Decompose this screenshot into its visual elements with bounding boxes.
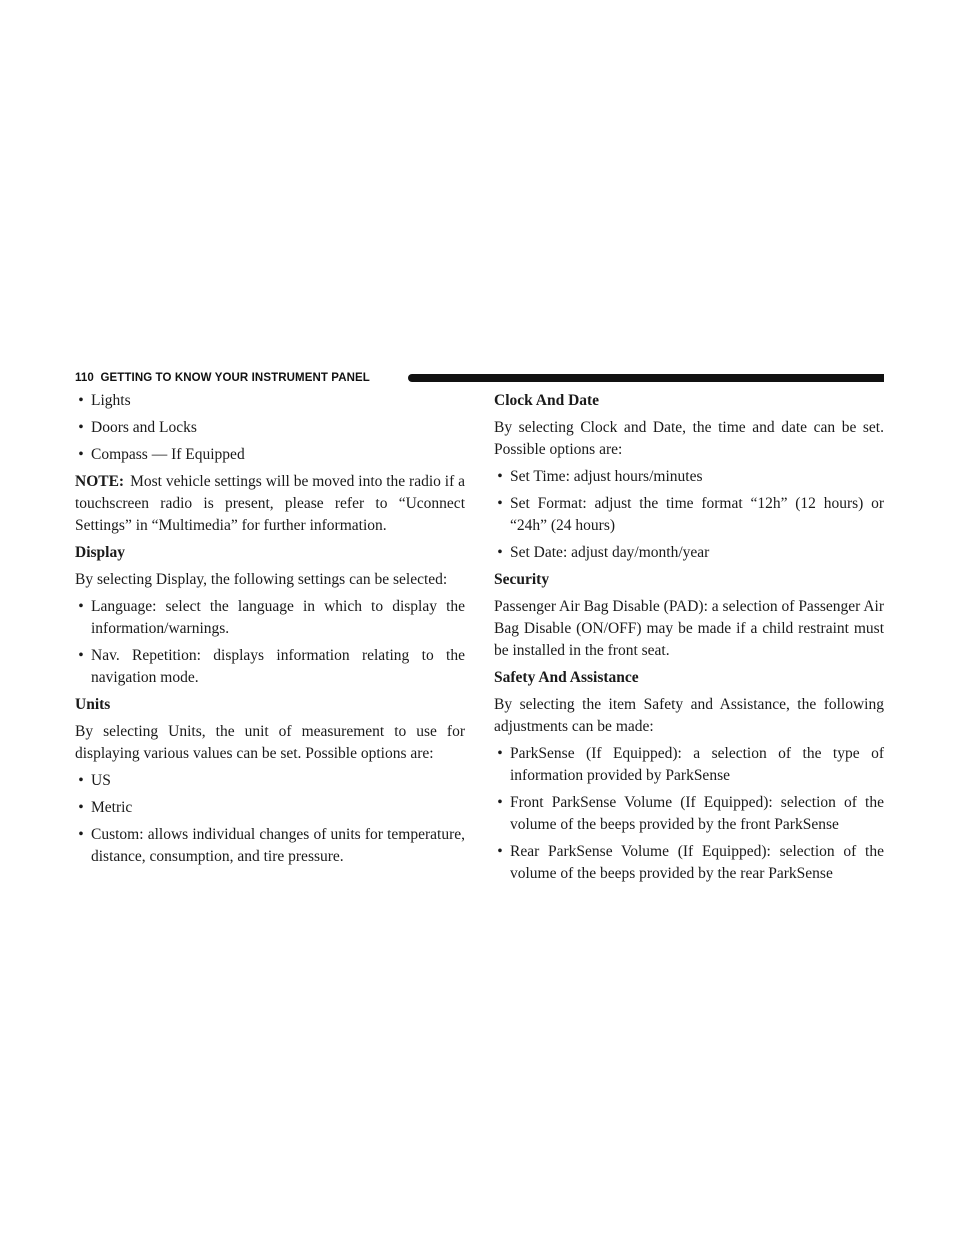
display-heading: Display: [75, 544, 125, 561]
security-text: Passenger Air Bag Disable (PAD): a selection of Passenger Air Bag Disable (ON/OFF) may be made if a child restraint must be installed in the front seat.: [494, 598, 884, 659]
note-paragraph: [75, 471, 465, 537]
section-title: GETTING TO KNOW YOUR INSTRUMENT PANEL: [100, 372, 370, 384]
list-item: • Custom: allows individual changes of units for temperature, distance, consumption, and tire pressure.: [75, 824, 465, 868]
bullet-icon: •: [78, 446, 84, 463]
safety-intro: By selecting the item Safety and Assistance, the following adjustments can be made:: [494, 696, 884, 735]
list-item: • Metric: [75, 797, 465, 819]
bullet-icon: •: [497, 495, 503, 512]
bullet-icon: •: [78, 598, 84, 615]
bullet-icon: •: [78, 799, 84, 816]
header-title: [75, 370, 370, 386]
page-header: [75, 370, 884, 386]
security-heading: Security: [494, 571, 550, 588]
bullet-icon: •: [497, 794, 503, 811]
list-item: • Front ParkSense Volume (If Equipped): selection of the volume of the beeps provided by the front ParkSense: [494, 792, 884, 836]
right-column: [494, 390, 884, 885]
bullet-icon: •: [78, 826, 84, 843]
note-text: Most vehicle settings will be moved into the radio if a touchscreen radio is present, please refer to “Uconnect Settings” in “Multimedia” for further information.: [75, 473, 466, 534]
list-item: • Language: select the language in which to display the information/warnings.: [75, 596, 465, 640]
list-item: • Lights: [75, 390, 465, 412]
display-list: [75, 596, 465, 689]
header-rule: [408, 374, 884, 382]
list-item: • Nav. Repetition: displays information relating to the navigation mode.: [75, 645, 465, 689]
list-item: • Compass — If Equipped: [75, 444, 465, 466]
list-item: • ParkSense (If Equipped): a selection of the type of information provided by ParkSense: [494, 743, 884, 787]
list-item: • Doors and Locks: [75, 417, 465, 439]
bullet-icon: •: [78, 392, 84, 409]
left-intro-list: [75, 390, 465, 466]
clock-heading: Clock And Date: [494, 392, 600, 409]
list-item: • Set Date: adjust day/month/year: [494, 542, 884, 564]
bullet-icon: •: [78, 419, 84, 436]
bullet-icon: •: [497, 745, 503, 762]
bullet-icon: •: [497, 468, 503, 485]
display-intro: By selecting Display, the following settings can be selected:: [75, 571, 448, 588]
units-heading: Units: [75, 696, 111, 713]
left-column: [75, 390, 465, 868]
bullet-icon: •: [78, 647, 84, 664]
bullet-icon: •: [78, 772, 84, 789]
units-list: [75, 770, 465, 868]
list-item: • Rear ParkSense Volume (If Equipped): selection of the volume of the beeps provided by the rear ParkSense: [494, 841, 884, 885]
clock-intro: By selecting Clock and Date, the time and date can be set. Possible options are:: [494, 419, 884, 458]
safety-list: [494, 743, 884, 885]
bullet-icon: •: [497, 843, 503, 860]
list-item: • Set Format: adjust the time format “12h” (12 hours) or “24h” (24 hours): [494, 493, 884, 537]
list-item: • Set Time: adjust hours/minutes: [494, 466, 884, 488]
units-intro: By selecting Units, the unit of measurement to use for displaying various values can be set. Possible options are:: [75, 723, 465, 762]
bullet-icon: •: [497, 544, 503, 561]
safety-heading: Safety And Assistance: [494, 669, 639, 686]
page-number: 110: [75, 372, 94, 384]
note-label: NOTE:: [75, 473, 125, 490]
list-item: • US: [75, 770, 465, 792]
clock-list: [494, 466, 884, 564]
